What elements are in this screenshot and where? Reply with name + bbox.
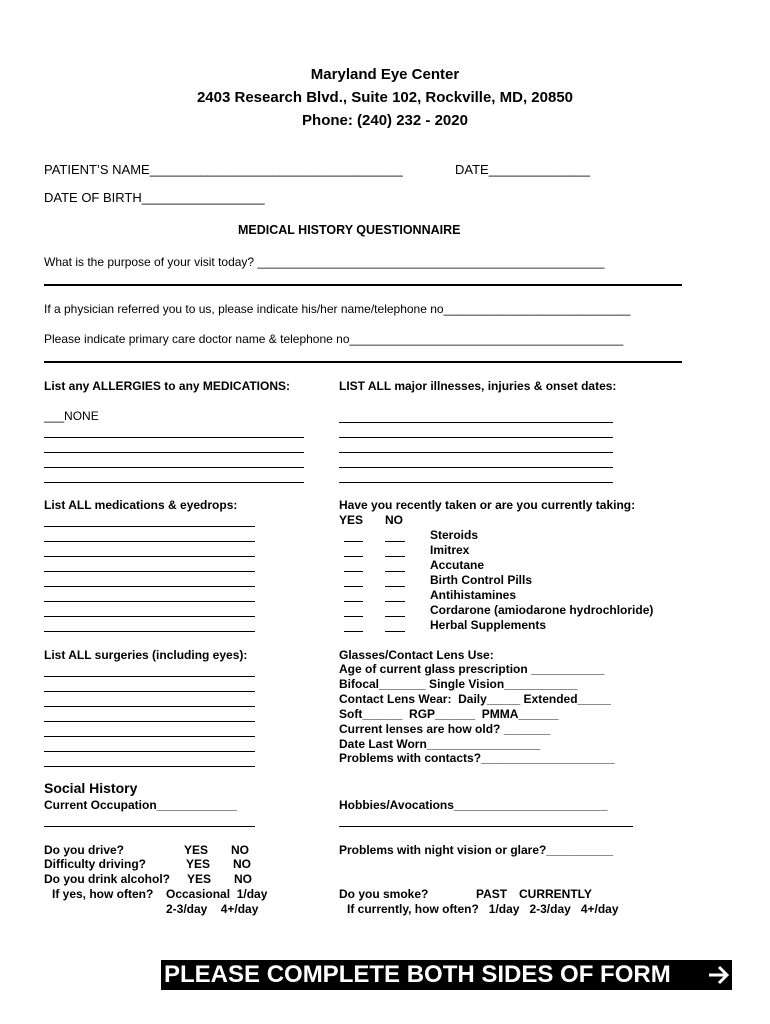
clinic-name: Maryland Eye Center (310, 66, 460, 83)
recent-item: Accutane (430, 558, 485, 572)
allergies-label: List any ALLERGIES to any MEDICATIONS: (44, 379, 291, 393)
hobbies-line[interactable] (339, 826, 633, 827)
yes-checkbox[interactable] (344, 571, 363, 572)
medication-line[interactable] (44, 541, 255, 542)
date-last-worn-field[interactable]: Date Last Worn_________________ (339, 737, 541, 751)
illness-line[interactable] (339, 422, 613, 423)
illness-line[interactable] (339, 437, 613, 438)
recent-item: Birth Control Pills (430, 573, 532, 587)
divider (44, 284, 682, 286)
occupation-line[interactable] (44, 826, 255, 827)
surgery-line[interactable] (44, 676, 255, 677)
form-title: MEDICAL HISTORY QUESTIONNAIRE (238, 223, 461, 237)
yes-checkbox[interactable] (344, 586, 363, 587)
yes-checkbox[interactable] (344, 631, 363, 632)
allergy-line[interactable] (44, 452, 304, 453)
medication-line[interactable] (44, 556, 255, 557)
alcohol-frequency-options[interactable]: Occasional 1/day (166, 887, 268, 901)
night-vision-field[interactable]: Problems with night vision or glare?__________ (339, 843, 614, 857)
yes-checkbox[interactable] (344, 541, 363, 542)
visit-purpose-field[interactable]: What is the purpose of your visit today? ____________________________________________________ (44, 255, 605, 269)
illnesses-label: LIST ALL major illnesses, injuries & onset dates: (339, 379, 617, 393)
drive-yes-option[interactable]: YES (184, 843, 209, 857)
alcohol-no-option[interactable]: NO (234, 872, 252, 886)
illness-line[interactable] (339, 467, 613, 468)
allergies-none-option[interactable]: ___NONE (44, 409, 99, 423)
medication-line[interactable] (44, 616, 255, 617)
difficulty-yes-option[interactable]: YES (186, 857, 211, 871)
social-history-heading: Social History (44, 780, 138, 796)
medication-line[interactable] (44, 571, 255, 572)
smoke-frequency[interactable]: If currently, how often? 1/day 2-3/day 4+/day (347, 902, 619, 916)
patient-name-field[interactable]: PATIENT’S NAME___________________________________ (44, 162, 403, 177)
surgery-line[interactable] (44, 706, 255, 707)
medication-line[interactable] (44, 586, 255, 587)
yes-checkbox[interactable] (344, 616, 363, 617)
bifocal-field[interactable]: Bifocal_______ Single Vision___________ (339, 677, 578, 691)
divider (44, 361, 682, 363)
occupation-field[interactable]: Current Occupation____________ (44, 798, 237, 812)
no-checkbox[interactable] (385, 571, 405, 572)
recent-item: Cordarone (amiodarone hydrochloride) (430, 603, 654, 617)
glass-prescription-age-field[interactable]: Age of current glass prescription ___________ (339, 662, 605, 676)
hobbies-field[interactable]: Hobbies/Avocations_______________________ (339, 798, 608, 812)
surgery-line[interactable] (44, 736, 255, 737)
primary-care-field[interactable]: Please indicate primary care doctor name & telephone no_________________________________________ (44, 332, 624, 346)
smoke-question: Do you smoke? (339, 887, 429, 901)
smoke-currently-option[interactable]: CURRENTLY (519, 887, 592, 901)
allergy-line[interactable] (44, 467, 304, 468)
recent-item: Imitrex (430, 543, 470, 557)
lens-type-field[interactable]: Soft______ RGP______ PMMA______ (339, 707, 559, 721)
surgery-line[interactable] (44, 721, 255, 722)
alcohol-frequency-options-2[interactable]: 2-3/day 4+/day (166, 902, 259, 916)
illness-line[interactable] (339, 482, 613, 483)
surgery-line[interactable] (44, 751, 255, 752)
medication-line[interactable] (44, 526, 255, 527)
alcohol-question: Do you drink alcohol? (44, 872, 171, 886)
medication-line[interactable] (44, 601, 255, 602)
arrow-right-icon (706, 960, 732, 990)
yes-header: YES (339, 513, 364, 527)
surgeries-label: List ALL surgeries (including eyes): (44, 648, 248, 662)
recent-item: Herbal Supplements (430, 618, 547, 632)
difficulty-no-option[interactable]: NO (233, 857, 251, 871)
recent-meds-label: Have you recently taken or are you currently taking: (339, 498, 636, 512)
referral-field[interactable]: If a physician referred you to us, please indicate his/her name/telephone no____________________________ (44, 302, 631, 316)
date-of-birth-field[interactable]: DATE OF BIRTH_________________ (44, 190, 265, 205)
difficulty-driving-question: Difficulty driving? (44, 857, 146, 871)
medications-label: List ALL medications & eyedrops: (44, 498, 238, 512)
contact-problems-field[interactable]: Problems with contacts?____________________ (339, 751, 615, 765)
clinic-phone: Phone: (240) 232 - 2020 (302, 112, 468, 129)
allergy-line[interactable] (44, 482, 304, 483)
no-checkbox[interactable] (385, 541, 405, 542)
lens-use-label: Glasses/Contact Lens Use: (339, 648, 494, 662)
lens-age-field[interactable]: Current lenses are how old? _______ (339, 722, 551, 736)
no-checkbox[interactable] (385, 586, 405, 587)
alcohol-yes-option[interactable]: YES (187, 872, 212, 886)
drive-question: Do you drive? (44, 843, 125, 857)
yes-checkbox[interactable] (344, 601, 363, 602)
complete-both-sides-banner: PLEASE COMPLETE BOTH SIDES OF FORM (161, 960, 732, 990)
no-checkbox[interactable] (385, 556, 405, 557)
no-header: NO (385, 513, 403, 527)
smoke-past-option[interactable]: PAST (476, 887, 508, 901)
contact-lens-wear-field[interactable]: Contact Lens Wear: Daily_____ Extended_____ (339, 692, 611, 706)
drive-no-option[interactable]: NO (231, 843, 249, 857)
surgery-line[interactable] (44, 766, 255, 767)
illness-line[interactable] (339, 452, 613, 453)
yes-checkbox[interactable] (344, 556, 363, 557)
clinic-address: 2403 Research Blvd., Suite 102, Rockville, MD, 20850 (196, 89, 574, 106)
no-checkbox[interactable] (385, 631, 405, 632)
recent-item: Antihistamines (430, 588, 517, 602)
medication-line[interactable] (44, 631, 255, 632)
recent-item: Steroids (430, 528, 479, 542)
date-field[interactable]: DATE______________ (455, 162, 590, 177)
allergy-line[interactable] (44, 437, 304, 438)
alcohol-frequency-question: If yes, how often? (52, 887, 154, 901)
no-checkbox[interactable] (385, 601, 405, 602)
no-checkbox[interactable] (385, 616, 405, 617)
surgery-line[interactable] (44, 691, 255, 692)
